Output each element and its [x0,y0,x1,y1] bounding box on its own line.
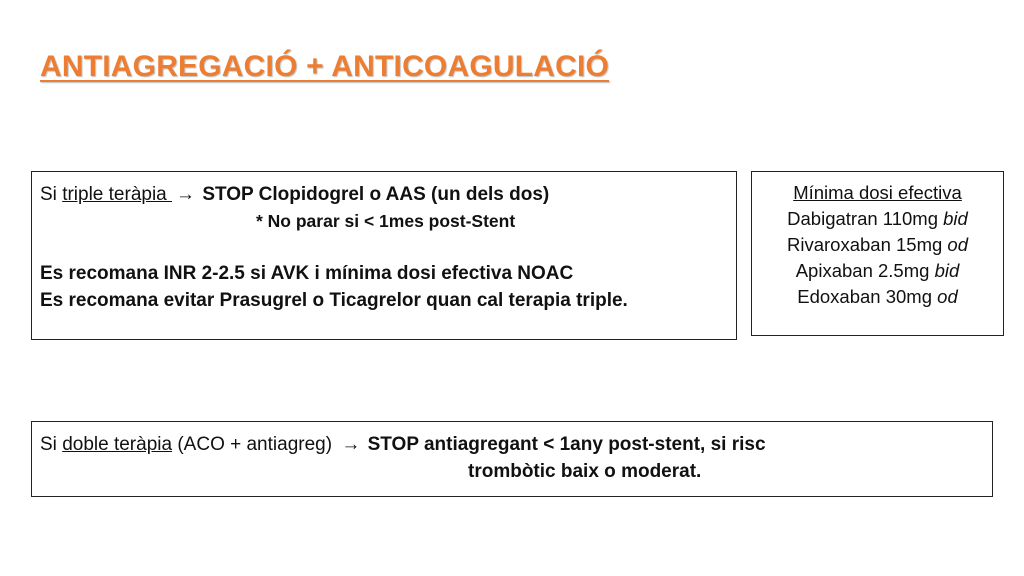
dose-frequency: od [937,286,958,307]
double-therapy-box [31,421,993,497]
double-paren: (ACO + antiagreg) [172,434,338,455]
dose-item-rivaroxaban [752,232,1003,258]
double-therapy-line [40,431,992,458]
dose-frequency: bid [943,208,968,229]
arrow-right-icon: → [176,184,196,205]
double-action: STOP antiagregant < 1any post-stent, si risc [367,434,766,455]
triple-lead: Si [40,184,63,205]
slide-title: ANTIAGREGACIÓ + ANTICOAGULACIÓ [40,50,610,83]
dose-drug: Dabigatran 110mg [787,208,938,229]
double-continuation: trombòtic baix o moderat. [468,461,702,482]
triple-therapy-box [31,171,737,340]
triple-therapy-line [40,181,736,208]
double-lead: Si [40,434,63,455]
triple-note: * No parar si < 1mes post-Stent [256,211,516,231]
triple-recommendation-1: Es recomana INR 2-2.5 si AVK i mínima dosi efectiva NOAC [40,263,574,284]
triple-recommendation-2: Es recomana evitar Prasugrel o Ticagrelor quan cal terapia triple. [40,290,628,311]
dose-frequency: bid [934,260,960,281]
triple-action: STOP Clopidogrel o AAS (un dels dos) [202,184,550,205]
dose-drug: Edoxaban 30mg [797,286,933,307]
dose-drug: Rivaroxaban 15mg [787,234,943,255]
dose-item-dabigatran [752,206,1003,232]
arrow-right-icon: → [341,434,361,455]
triple-keyword: triple teràpia [62,184,173,205]
dose-item-edoxaban [752,284,1003,310]
dose-drug: Apixaban 2.5mg [795,260,930,281]
dose-item-apixaban [752,258,1003,284]
dose-header: Mínima dosi efectiva [793,182,962,203]
double-keyword: doble teràpia [62,434,173,455]
minimum-dose-box [751,171,1004,336]
dose-frequency: od [947,234,968,255]
